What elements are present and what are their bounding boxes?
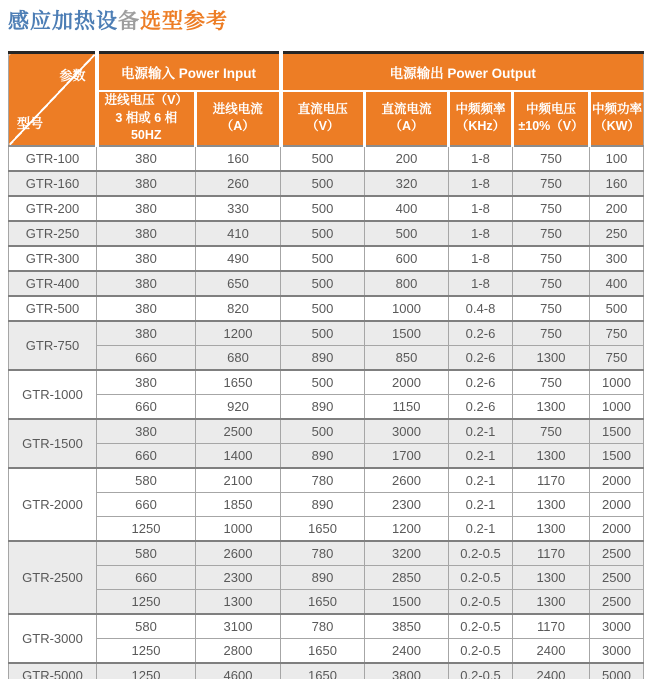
data-cell: 380 bbox=[97, 221, 196, 246]
data-cell: 1000 bbox=[196, 516, 281, 541]
model-cell: GTR-200 bbox=[9, 196, 97, 221]
data-cell: 0.2-0.5 bbox=[449, 541, 513, 566]
table-header bbox=[9, 53, 644, 146]
data-cell: 4600 bbox=[196, 663, 281, 679]
data-cell: 1250 bbox=[97, 516, 196, 541]
corner-header-cell bbox=[9, 53, 97, 146]
data-cell: 750 bbox=[513, 221, 590, 246]
model-cell: GTR-400 bbox=[9, 271, 97, 296]
corner-model-label: 型号 bbox=[17, 115, 44, 131]
data-cell: 3000 bbox=[590, 638, 644, 663]
data-cell: 300 bbox=[590, 246, 644, 271]
data-cell: 1-8 bbox=[449, 171, 513, 196]
data-cell: 500 bbox=[281, 370, 365, 395]
data-cell: 2000 bbox=[590, 492, 644, 516]
header-sub-row bbox=[9, 91, 644, 146]
data-cell: 750 bbox=[513, 271, 590, 296]
table-row bbox=[9, 345, 644, 370]
data-cell: 1-8 bbox=[449, 146, 513, 171]
data-cell: 890 bbox=[281, 492, 365, 516]
data-cell: 750 bbox=[513, 146, 590, 171]
data-cell: 750 bbox=[513, 321, 590, 346]
data-cell: 0.2-1 bbox=[449, 419, 513, 444]
data-cell: 0.2-6 bbox=[449, 394, 513, 419]
data-cell: 1650 bbox=[281, 638, 365, 663]
table-row bbox=[9, 589, 644, 614]
data-cell: 2000 bbox=[365, 370, 449, 395]
model-cell: GTR-250 bbox=[9, 221, 97, 246]
spec-table bbox=[8, 51, 644, 679]
table-row bbox=[9, 468, 644, 493]
data-cell: 0.2-6 bbox=[449, 370, 513, 395]
table-row bbox=[9, 419, 644, 444]
data-cell: 800 bbox=[365, 271, 449, 296]
data-cell: 0.4-8 bbox=[449, 296, 513, 321]
table-row bbox=[9, 565, 644, 589]
data-cell: 3000 bbox=[365, 419, 449, 444]
data-cell: 1500 bbox=[365, 589, 449, 614]
data-cell: 660 bbox=[97, 492, 196, 516]
data-cell: 0.2-6 bbox=[449, 321, 513, 346]
data-cell: 780 bbox=[281, 468, 365, 493]
data-cell: 1300 bbox=[513, 394, 590, 419]
data-cell: 380 bbox=[97, 146, 196, 171]
model-cell: GTR-1500 bbox=[9, 419, 97, 468]
data-cell: 650 bbox=[196, 271, 281, 296]
data-cell: 1300 bbox=[513, 443, 590, 468]
page-title-part-orange: 选型参考 bbox=[140, 10, 228, 33]
data-cell: 400 bbox=[590, 271, 644, 296]
data-cell: 1170 bbox=[513, 614, 590, 639]
data-cell: 750 bbox=[590, 321, 644, 346]
data-cell: 1300 bbox=[513, 492, 590, 516]
data-cell: 380 bbox=[97, 296, 196, 321]
header-group-row bbox=[9, 53, 644, 92]
data-cell: 500 bbox=[281, 296, 365, 321]
data-cell: 500 bbox=[281, 196, 365, 221]
data-cell: 160 bbox=[196, 146, 281, 171]
data-cell: 380 bbox=[97, 370, 196, 395]
data-cell: 660 bbox=[97, 565, 196, 589]
data-cell: 0.2-1 bbox=[449, 443, 513, 468]
data-cell: 1400 bbox=[196, 443, 281, 468]
data-cell: 580 bbox=[97, 614, 196, 639]
data-cell: 2000 bbox=[590, 516, 644, 541]
model-cell: GTR-500 bbox=[9, 296, 97, 321]
data-cell: 2500 bbox=[590, 589, 644, 614]
header-power-output: 电源输出 Power Output bbox=[281, 53, 644, 92]
model-cell: GTR-750 bbox=[9, 321, 97, 370]
data-cell: 2100 bbox=[196, 468, 281, 493]
table-row bbox=[9, 663, 644, 679]
table-row bbox=[9, 171, 644, 196]
data-cell: 890 bbox=[281, 345, 365, 370]
model-cell: GTR-1000 bbox=[9, 370, 97, 419]
data-cell: 260 bbox=[196, 171, 281, 196]
table-row bbox=[9, 443, 644, 468]
data-cell: 660 bbox=[97, 443, 196, 468]
data-cell: 600 bbox=[365, 246, 449, 271]
data-cell: 780 bbox=[281, 541, 365, 566]
data-cell: 0.2-0.5 bbox=[449, 638, 513, 663]
data-cell: 500 bbox=[590, 296, 644, 321]
data-cell: 330 bbox=[196, 196, 281, 221]
data-cell: 2500 bbox=[590, 565, 644, 589]
header-power-input: 电源输入 Power Input bbox=[97, 53, 281, 92]
data-cell: 890 bbox=[281, 443, 365, 468]
data-cell: 0.2-0.5 bbox=[449, 663, 513, 679]
data-cell: 1200 bbox=[196, 321, 281, 346]
data-cell: 1650 bbox=[281, 663, 365, 679]
data-cell: 2500 bbox=[590, 541, 644, 566]
data-cell: 0.2-0.5 bbox=[449, 565, 513, 589]
data-cell: 1150 bbox=[365, 394, 449, 419]
data-cell: 2300 bbox=[196, 565, 281, 589]
data-cell: 1500 bbox=[590, 443, 644, 468]
data-cell: 490 bbox=[196, 246, 281, 271]
data-cell: 3850 bbox=[365, 614, 449, 639]
data-cell: 200 bbox=[590, 196, 644, 221]
data-cell: 1500 bbox=[590, 419, 644, 444]
data-cell: 380 bbox=[97, 271, 196, 296]
data-cell: 780 bbox=[281, 614, 365, 639]
data-cell: 2800 bbox=[196, 638, 281, 663]
data-cell: 5000 bbox=[590, 663, 644, 679]
data-cell: 1300 bbox=[513, 589, 590, 614]
data-cell: 750 bbox=[513, 171, 590, 196]
header-mf-power: 中频功率 （KW） bbox=[590, 91, 644, 146]
data-cell: 3200 bbox=[365, 541, 449, 566]
data-cell: 1500 bbox=[365, 321, 449, 346]
data-cell: 1-8 bbox=[449, 196, 513, 221]
data-cell: 2400 bbox=[513, 638, 590, 663]
data-cell: 3000 bbox=[590, 614, 644, 639]
table-row bbox=[9, 221, 644, 246]
data-cell: 750 bbox=[513, 296, 590, 321]
header-line-voltage: 进线电压（V） 3 相或 6 相 50HZ bbox=[97, 91, 196, 146]
data-cell: 1300 bbox=[196, 589, 281, 614]
data-cell: 2400 bbox=[365, 638, 449, 663]
table-row bbox=[9, 516, 644, 541]
data-cell: 2850 bbox=[365, 565, 449, 589]
page-title bbox=[8, 5, 228, 35]
data-cell: 1700 bbox=[365, 443, 449, 468]
model-cell: GTR-3000 bbox=[9, 614, 97, 663]
data-cell: 1-8 bbox=[449, 271, 513, 296]
model-cell: GTR-300 bbox=[9, 246, 97, 271]
model-cell: GTR-100 bbox=[9, 146, 97, 171]
data-cell: 750 bbox=[513, 196, 590, 221]
page-title-part-gray: 备 bbox=[118, 10, 140, 33]
data-cell: 1170 bbox=[513, 541, 590, 566]
data-cell: 920 bbox=[196, 394, 281, 419]
data-cell: 0.2-0.5 bbox=[449, 614, 513, 639]
data-cell: 2400 bbox=[513, 663, 590, 679]
data-cell: 1250 bbox=[97, 589, 196, 614]
table-row bbox=[9, 146, 644, 171]
data-cell: 0.2-1 bbox=[449, 492, 513, 516]
model-cell: GTR-2000 bbox=[9, 468, 97, 541]
data-cell: 380 bbox=[97, 171, 196, 196]
data-cell: 1850 bbox=[196, 492, 281, 516]
data-cell: 750 bbox=[513, 246, 590, 271]
data-cell: 750 bbox=[513, 370, 590, 395]
table-row bbox=[9, 394, 644, 419]
data-cell: 850 bbox=[365, 345, 449, 370]
data-cell: 660 bbox=[97, 345, 196, 370]
header-dc-current: 直流电流 （A） bbox=[365, 91, 449, 146]
data-cell: 750 bbox=[513, 419, 590, 444]
data-cell: 890 bbox=[281, 394, 365, 419]
data-cell: 2600 bbox=[365, 468, 449, 493]
model-cell: GTR-160 bbox=[9, 171, 97, 196]
data-cell: 3100 bbox=[196, 614, 281, 639]
data-cell: 380 bbox=[97, 419, 196, 444]
data-cell: 1300 bbox=[513, 516, 590, 541]
data-cell: 660 bbox=[97, 394, 196, 419]
data-cell: 500 bbox=[281, 246, 365, 271]
data-cell: 380 bbox=[97, 196, 196, 221]
table-row bbox=[9, 321, 644, 346]
data-cell: 380 bbox=[97, 321, 196, 346]
data-cell: 1000 bbox=[590, 370, 644, 395]
data-cell: 750 bbox=[590, 345, 644, 370]
data-cell: 500 bbox=[281, 146, 365, 171]
table-row bbox=[9, 370, 644, 395]
model-cell: GTR-5000 bbox=[9, 663, 97, 679]
data-cell: 1000 bbox=[365, 296, 449, 321]
table-row bbox=[9, 638, 644, 663]
data-cell: 580 bbox=[97, 541, 196, 566]
data-cell: 580 bbox=[97, 468, 196, 493]
data-cell: 1250 bbox=[97, 638, 196, 663]
data-cell: 680 bbox=[196, 345, 281, 370]
data-cell: 500 bbox=[281, 221, 365, 246]
table-row bbox=[9, 271, 644, 296]
data-cell: 2600 bbox=[196, 541, 281, 566]
header-mf-voltage: 中频电压 ±10%（V） bbox=[513, 91, 590, 146]
data-cell: 0.2-1 bbox=[449, 516, 513, 541]
data-cell: 1-8 bbox=[449, 221, 513, 246]
data-cell: 500 bbox=[281, 321, 365, 346]
data-cell: 0.2-6 bbox=[449, 345, 513, 370]
data-cell: 1650 bbox=[281, 516, 365, 541]
data-cell: 1300 bbox=[513, 345, 590, 370]
data-cell: 1650 bbox=[196, 370, 281, 395]
table-row bbox=[9, 246, 644, 271]
page-title-part-blue: 感应加热设 bbox=[8, 10, 118, 33]
table-body bbox=[9, 146, 644, 679]
data-cell: 320 bbox=[365, 171, 449, 196]
data-cell: 500 bbox=[281, 171, 365, 196]
header-mf-frequency: 中频频率 （KHz） bbox=[449, 91, 513, 146]
data-cell: 500 bbox=[365, 221, 449, 246]
data-cell: 100 bbox=[590, 146, 644, 171]
header-line-current: 进线电流 （A） bbox=[196, 91, 281, 146]
data-cell: 2500 bbox=[196, 419, 281, 444]
model-cell: GTR-2500 bbox=[9, 541, 97, 614]
header-dc-voltage: 直流电压 （V） bbox=[281, 91, 365, 146]
data-cell: 1-8 bbox=[449, 246, 513, 271]
data-cell: 0.2-1 bbox=[449, 468, 513, 493]
data-cell: 1200 bbox=[365, 516, 449, 541]
data-cell: 890 bbox=[281, 565, 365, 589]
data-cell: 200 bbox=[365, 146, 449, 171]
table-row bbox=[9, 296, 644, 321]
table-row bbox=[9, 614, 644, 639]
corner-param-label: 参数 bbox=[59, 68, 86, 83]
data-cell: 380 bbox=[97, 246, 196, 271]
data-cell: 3800 bbox=[365, 663, 449, 679]
data-cell: 1000 bbox=[590, 394, 644, 419]
table-row bbox=[9, 196, 644, 221]
data-cell: 0.2-0.5 bbox=[449, 589, 513, 614]
data-cell: 820 bbox=[196, 296, 281, 321]
data-cell: 2300 bbox=[365, 492, 449, 516]
data-cell: 2000 bbox=[590, 468, 644, 493]
data-cell: 1300 bbox=[513, 565, 590, 589]
data-cell: 250 bbox=[590, 221, 644, 246]
data-cell: 500 bbox=[281, 271, 365, 296]
data-cell: 400 bbox=[365, 196, 449, 221]
table-row bbox=[9, 541, 644, 566]
data-cell: 500 bbox=[281, 419, 365, 444]
data-cell: 1170 bbox=[513, 468, 590, 493]
data-cell: 410 bbox=[196, 221, 281, 246]
data-cell: 1250 bbox=[97, 663, 196, 679]
table-row bbox=[9, 492, 644, 516]
data-cell: 160 bbox=[590, 171, 644, 196]
data-cell: 1650 bbox=[281, 589, 365, 614]
